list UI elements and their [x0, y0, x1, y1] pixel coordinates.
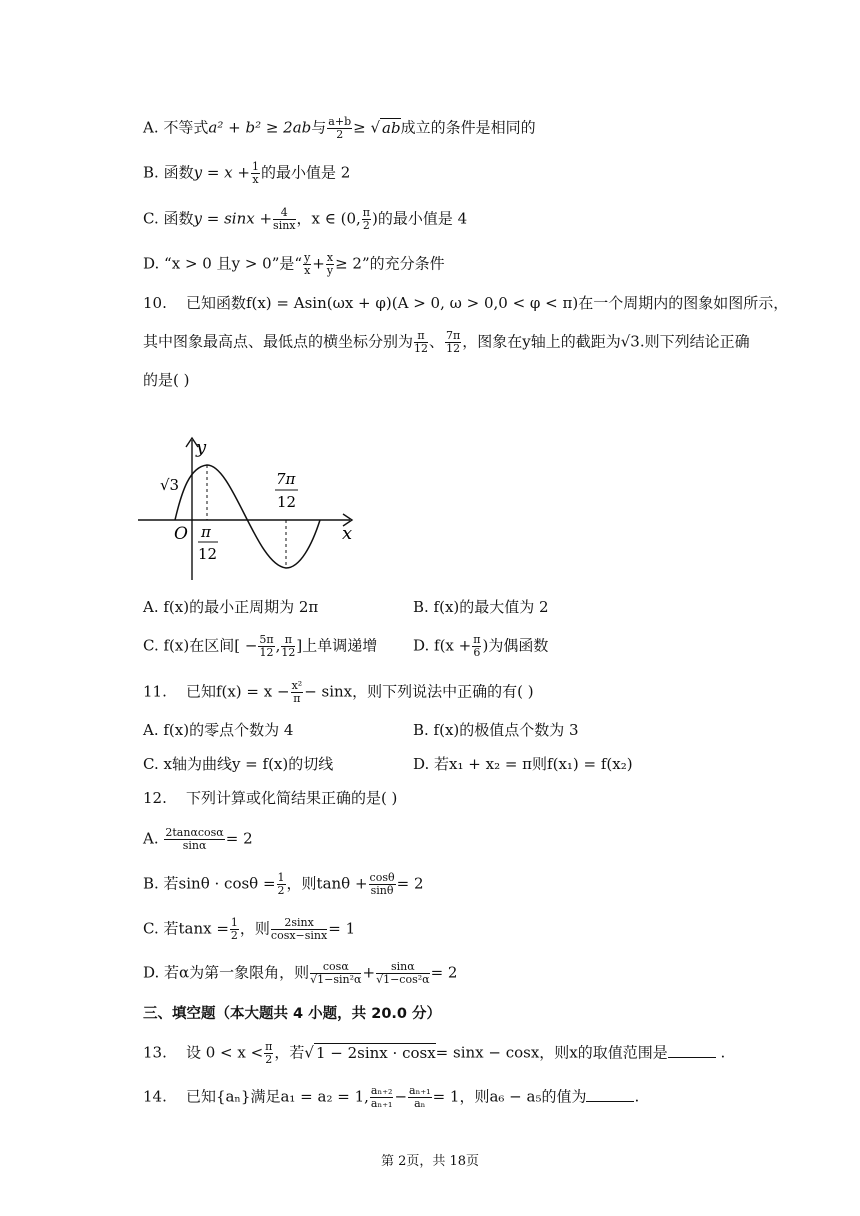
section-heading: 三、填空题（本大题共 4 小题，共 20.0 分）	[143, 1006, 442, 1022]
numerator: cosθ	[369, 871, 395, 884]
question-number: 13.	[143, 1043, 167, 1062]
q12-option-d	[143, 961, 457, 986]
answer-blank[interactable]	[668, 1043, 716, 1058]
denominator: 2	[336, 128, 344, 141]
q9-option-c	[143, 207, 467, 232]
option-label: D.	[143, 254, 160, 273]
numerator: 1	[251, 160, 259, 173]
denominator: cosx−sinx	[270, 929, 328, 942]
q14-stem	[143, 1085, 639, 1110]
denominator: 2	[277, 884, 285, 897]
fraction	[414, 330, 428, 355]
denominator: 6	[473, 646, 481, 659]
q11-option-c	[143, 753, 333, 775]
text: C. 若tanx =	[143, 919, 229, 938]
fraction	[326, 252, 334, 277]
q10-line3	[143, 369, 189, 391]
text: B. f(x)的最大值为 2	[413, 598, 549, 616]
text: ≥ 2”的充分条件	[335, 254, 445, 273]
text: = 1，则a₆ − a₅的值为	[432, 1087, 587, 1106]
text: 已知f(x) = x −	[185, 682, 290, 701]
text: A. f(x)的零点个数为 4	[143, 721, 294, 739]
fraction	[303, 252, 311, 277]
fraction	[362, 207, 371, 232]
question-number: 11.	[143, 682, 167, 701]
denominator: x	[252, 173, 259, 186]
q12-stem	[143, 787, 397, 809]
numerator: y	[304, 251, 311, 264]
question-number: 10.	[143, 294, 167, 312]
q10-option-c	[143, 634, 377, 659]
numerator: 2tanαcosα	[165, 826, 224, 839]
text: D. 若α为第一象限角，则	[143, 963, 310, 982]
sqrt-arg: ab	[382, 118, 401, 137]
numerator: aₙ₊₂	[370, 1084, 393, 1097]
origin-label: O	[174, 524, 188, 544]
q11-option-d	[413, 753, 633, 775]
min-x-label-den: 12	[198, 545, 218, 563]
q10-option-a	[143, 596, 318, 618]
text: = sinx − cosx，则x的取值范围是	[435, 1043, 668, 1062]
numerator: a+b	[328, 115, 352, 128]
fraction	[281, 634, 295, 659]
option-label: B.	[143, 163, 159, 182]
text: 其中图象最高点、最低点的横坐标分别为	[143, 332, 414, 351]
fraction	[273, 207, 295, 232]
text: 的是( )	[143, 371, 190, 389]
text: ，则tanθ +	[286, 874, 368, 893]
numerator: 1	[277, 871, 285, 884]
fraction	[291, 680, 304, 705]
text: C. f(x)在区间[ −	[143, 636, 258, 655]
text: ，若√	[274, 1043, 314, 1062]
text: − sinx，则下列说法中正确的有( )	[304, 682, 534, 701]
text: 不等式	[163, 118, 209, 137]
text: C. x轴为曲线y = f(x)的切线	[143, 755, 334, 773]
y-axis-label: y	[196, 437, 207, 458]
math: a² + b² ≥ 2ab	[208, 118, 312, 137]
text: +	[312, 254, 325, 273]
fraction	[369, 872, 396, 897]
answer-blank[interactable]	[586, 1087, 634, 1102]
text: .	[634, 1087, 640, 1106]
fraction	[408, 1085, 432, 1110]
text: .	[715, 1043, 726, 1062]
fraction	[327, 116, 352, 141]
numerator: π	[265, 1040, 273, 1053]
x-axis-label: x	[342, 523, 353, 544]
text: )的最小值是 4	[372, 209, 468, 228]
text: 、	[429, 332, 445, 351]
q9-option-a	[143, 116, 536, 141]
q13-stem	[143, 1041, 725, 1066]
option-label: A.	[143, 118, 159, 137]
numerator: aₙ₊₁	[409, 1084, 431, 1097]
q10-option-d	[413, 634, 548, 659]
denominator: sinx	[273, 219, 296, 232]
denominator: 12	[414, 342, 429, 355]
page-footer: 第 2页，共 18页	[380, 1154, 480, 1169]
fraction	[472, 634, 481, 659]
text: D. 若x₁ + x₂ = π则f(x₁) = f(x₂)	[413, 755, 633, 773]
q11-option-a	[143, 719, 293, 741]
numerator: π	[362, 206, 370, 219]
denominator: 12	[259, 646, 274, 659]
text: D. f(x +	[413, 636, 472, 655]
q10-line1	[143, 292, 788, 314]
denominator: aₙ	[414, 1097, 426, 1110]
fraction	[376, 961, 430, 986]
numerator: π	[473, 633, 481, 646]
q12-option-c	[143, 917, 355, 942]
denominator: √1−cos²α	[376, 973, 430, 986]
denominator: π	[293, 692, 301, 705]
text: 下列计算或化简结果正确的是( )	[185, 789, 398, 807]
numerator: 4	[273, 207, 295, 220]
text: +	[362, 963, 376, 982]
fraction	[310, 961, 361, 986]
text: 设 0 < x <	[185, 1043, 264, 1062]
text: )为偶函数	[482, 636, 549, 655]
max-x-label-den: 12	[277, 493, 297, 511]
text: ]上单调递增	[296, 636, 378, 655]
fraction	[258, 634, 274, 659]
denominator: 2	[230, 929, 238, 942]
q11-stem	[143, 680, 534, 705]
denominator: sinθ	[370, 884, 394, 897]
text: 与	[311, 118, 327, 137]
text: “x > 0 且y > 0”是“	[164, 254, 303, 273]
q10-option-b	[413, 596, 549, 618]
min-x-label-num: π	[201, 523, 211, 541]
text: = 1	[328, 919, 356, 938]
numerator: 7π	[446, 329, 461, 342]
fraction	[370, 1085, 394, 1110]
fraction	[264, 1041, 273, 1066]
text: ，图象在y轴上的截距为√3.则下列结论正确	[462, 332, 750, 351]
text: B. 若sinθ · cosθ =	[143, 874, 276, 893]
numerator: 5π	[259, 633, 274, 646]
text: 已知{aₙ}满足a₁ = a₂ = 1,	[185, 1087, 369, 1106]
denominator: 2	[265, 1053, 273, 1066]
max-x-label-num: 7π	[276, 470, 296, 488]
numerator: cosα	[310, 961, 361, 974]
fraction	[271, 917, 327, 942]
numerator: sinα	[376, 961, 430, 974]
numerator: x	[326, 251, 334, 264]
math: y = sinx +	[193, 209, 273, 228]
text: = 2	[396, 874, 424, 893]
text: ，则	[239, 919, 270, 938]
denominator: 12	[446, 342, 461, 355]
numerator: x²	[291, 679, 303, 692]
fraction	[277, 872, 286, 897]
denominator: 12	[281, 646, 296, 659]
sine-graph	[138, 435, 368, 585]
text: 成立的条件是相同的	[400, 118, 536, 137]
text: 的最小值是 2	[260, 163, 351, 182]
option-label: A.	[143, 829, 159, 848]
graph-axes	[138, 438, 352, 580]
denominator: x	[304, 264, 311, 277]
q12-option-b	[143, 872, 424, 897]
q12-option-a	[143, 827, 253, 852]
text: A. f(x)的最小正周期为 2π	[143, 598, 319, 616]
text: = 2	[430, 963, 458, 982]
text: −	[394, 1087, 408, 1106]
denominator: aₙ₊₁	[370, 1097, 393, 1110]
fraction	[251, 161, 260, 186]
sqrt3-label: √3	[160, 476, 180, 494]
text: B. f(x)的极值点个数为 3	[413, 721, 579, 739]
question-number: 14.	[143, 1087, 167, 1106]
sine-curve	[175, 465, 320, 568]
text: 函数	[163, 209, 194, 228]
text: ，x ∈ (0,	[296, 209, 361, 228]
denominator: √1−sin²α	[310, 973, 362, 986]
q9-option-d	[143, 252, 445, 277]
denominator: y	[326, 264, 334, 277]
question-number: 12.	[143, 789, 167, 807]
fraction	[230, 917, 239, 942]
math: y = x +	[193, 163, 250, 182]
q9-option-b	[143, 161, 350, 186]
q11-option-b	[413, 719, 579, 741]
numerator: 2sinx	[271, 917, 327, 930]
numerator: 1	[230, 916, 238, 929]
text: 已知函数f(x) = Asin(ωx + φ)(A > 0, ω > 0,0 < φ < π)在一个周期内的图象如图所示，	[185, 294, 789, 312]
denominator: 2	[362, 219, 370, 232]
fraction	[445, 330, 461, 355]
numerator: π	[281, 634, 295, 647]
math: ≥ √	[353, 118, 381, 137]
fraction	[164, 827, 224, 852]
q10-line2	[143, 330, 750, 355]
text: = 2	[225, 829, 253, 848]
option-label: C.	[143, 209, 159, 228]
text: ,	[275, 636, 281, 655]
sqrt-arg: 1 − 2sinx · cosx	[315, 1043, 436, 1062]
text: 函数	[163, 163, 194, 182]
denominator: sinα	[182, 839, 207, 852]
numerator: π	[414, 330, 428, 343]
